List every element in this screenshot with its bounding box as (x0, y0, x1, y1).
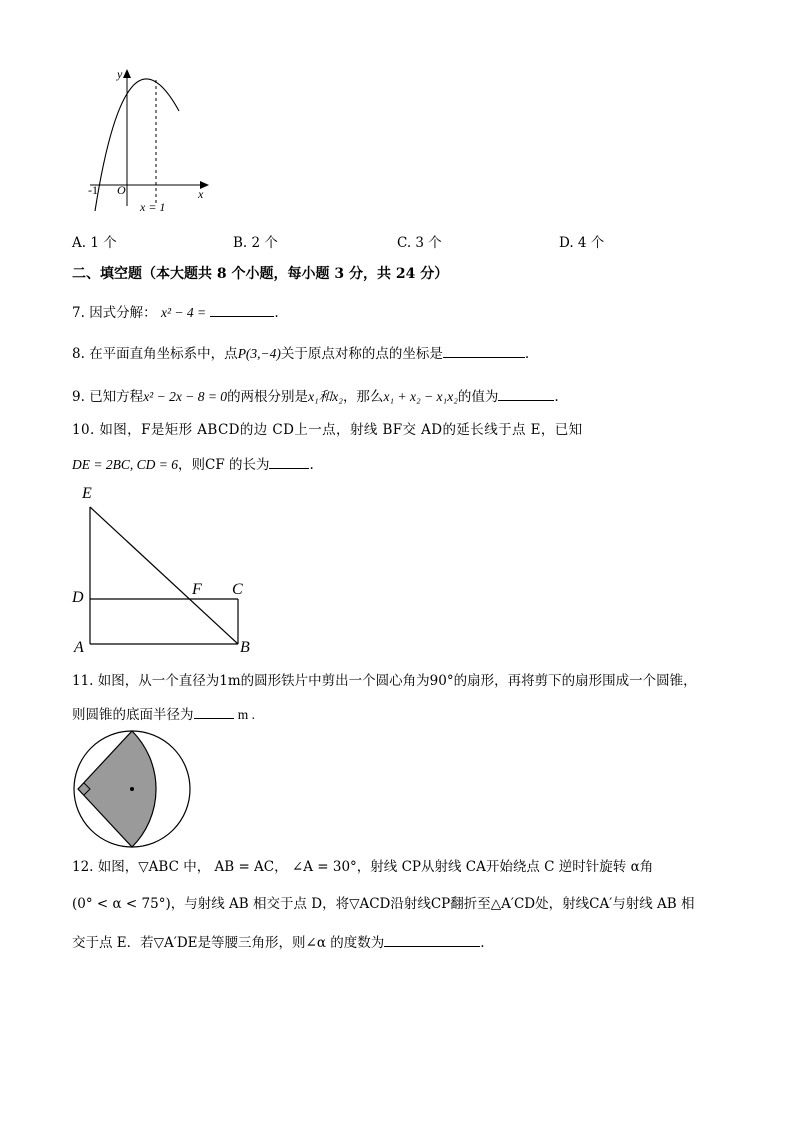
q8-text-a: 在平面直角坐标系中，点 (89, 346, 238, 362)
q11-unit: m . (237, 707, 256, 722)
question-10-line2 (72, 454, 314, 474)
label-b: B (240, 639, 250, 656)
section-title: 二、填空题（本大题共 8 个小题，每小题 3 分，共 24 分） (72, 266, 449, 282)
q9-text-d: 的值为 (457, 389, 499, 405)
q12-line2-text: (0° < α < 75°)，与射线 AB 相交于点 D，将▽ACD沿射线CP翻折至△A′CD处，射线CA′与射线 AB 相 (72, 896, 695, 912)
q12-number: 12. (72, 859, 94, 875)
parabola-curve (95, 79, 179, 211)
q10-line1-text: 如图，F是矩形 ABCD的边 CD上一点，射线 BF交 AD的延长线于点 E，已知 (99, 422, 583, 438)
label-d: D (72, 589, 84, 606)
ray-be (90, 507, 238, 644)
q10-end: . (309, 457, 314, 473)
symmetry-label: x = 1 (140, 200, 166, 214)
q8-number: 8. (72, 346, 85, 362)
neg-one-label: -1 (88, 183, 98, 197)
q10-number: 10. (72, 422, 95, 438)
q8-blank (443, 343, 525, 358)
origin-label: O (117, 183, 126, 197)
q7-text: 因式分解： (89, 305, 157, 321)
q7-expr: x² − 4 = (160, 305, 207, 320)
question-12-line1 (72, 858, 653, 876)
q9-roots: x₁和x₂ (308, 389, 343, 404)
q9-equation: x² − 2x − 8 = 0 (143, 389, 228, 404)
question-11-line1 (72, 672, 697, 690)
q11-line2-text: 则圆锥的底面半径为 (72, 707, 194, 723)
q11-line1-text: 如图，从一个直径为1m的圆形铁片中剪出一个圆心角为90°的扇形，再将剪下的扇形围成一个圆锥， (97, 673, 697, 689)
q9-expression: x₁ + x₂ − x₁x₂ (383, 389, 458, 404)
option-c: C. 3 个 (397, 235, 442, 251)
center-dot (130, 787, 134, 791)
question-9 (72, 386, 559, 406)
q11-number: 11. (72, 673, 94, 689)
q8-end: . (524, 346, 530, 362)
y-arrow (123, 69, 131, 78)
q9-text-c: ，那么 (342, 389, 384, 405)
q9-text-a: 已知方程 (89, 389, 144, 405)
x-label: x (198, 187, 204, 201)
y-label: y (117, 67, 123, 81)
question-10-line1 (72, 421, 583, 439)
q9-number: 9. (72, 389, 85, 405)
option-a: A. 1 个 (72, 235, 117, 251)
question-12-line2 (72, 895, 695, 913)
label-e: E (82, 485, 92, 502)
q8-text-b: 关于原点对称的点的坐标是 (280, 346, 443, 362)
q8-point: P(3,−4) (237, 346, 281, 361)
question-12-line3 (72, 932, 485, 952)
label-c: C (232, 581, 243, 598)
q12-line3-text: 交于点 E．若▽A′DE是等腰三角形，则∠α 的度数为 (72, 935, 385, 951)
option-d: D. 4 个 (559, 235, 605, 251)
q7-blank (210, 302, 274, 317)
question-7 (72, 302, 279, 322)
q12-blank (384, 932, 480, 947)
q10-blank (269, 454, 309, 469)
q10-given-expr: DE = 2BC, CD = 6 (72, 457, 178, 472)
q12-end: . (480, 935, 485, 951)
q9-blank (498, 386, 554, 401)
q11-blank (194, 704, 234, 719)
question-8 (72, 343, 529, 363)
parabola-graph (82, 66, 217, 216)
figure-10-rectangle (66, 480, 266, 658)
q9-end: . (554, 389, 559, 405)
option-b: B. 2 个 (233, 235, 278, 251)
label-f: F (192, 581, 202, 598)
q7-number: 7. (72, 305, 85, 321)
question-11-line2 (72, 704, 255, 724)
figure-11-circle-sector (68, 728, 198, 852)
q10-line2-text: ，则CF 的长为 (177, 457, 270, 473)
q7-end: . (274, 305, 279, 321)
label-a: A (74, 639, 84, 656)
q9-text-b: 的两根分别是 (227, 389, 309, 405)
q12-line1-text: 如图，▽ABC 中， AB = AC， ∠A = 30°，射线 CP从射线 CA开始绕点 C 逆时针旋转 α角 (97, 859, 654, 875)
